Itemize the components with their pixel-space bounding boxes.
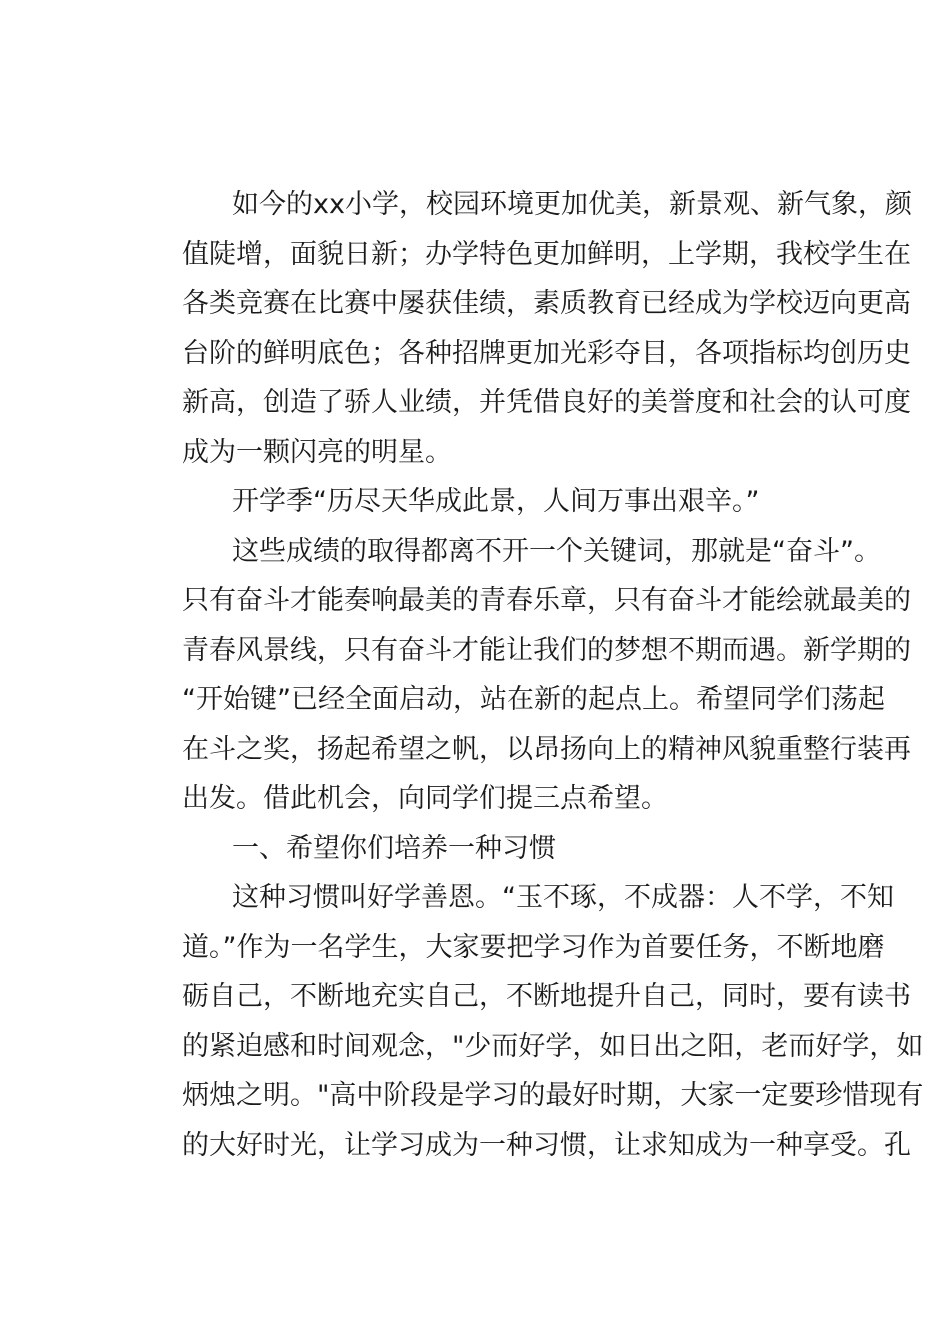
- section-heading-1-text: 一、希望你们培养一种习惯: [232, 832, 556, 864]
- paragraph-2: [128, 477, 832, 527]
- section-heading-1: [128, 824, 832, 874]
- paragraph-5-line-2: 道。”作为一名学生，大家要把学习作为首要任务，不断地磨: [182, 931, 885, 963]
- paragraph-5-line-3: 砺自己，不断地充实自己，不断地提升自己，同时，要有读书: [182, 981, 911, 1012]
- paragraph-5-line-6: 的大好时光，让学习成为一种习惯，让求知成为一种享受。孔: [182, 1129, 911, 1161]
- document-body: [128, 180, 924, 1170]
- paragraph-2-line-1: 开学季“历尽天华成此景，人间万事出艰辛。”: [232, 486, 760, 517]
- paragraph-5-line-5: 炳烛之明。"高中阶段是学习的最好时期，大家一定要珍惜现有: [182, 1080, 924, 1111]
- paragraph-3-line-6: 出发。借此机会，向同学们提三点希望。: [182, 783, 668, 814]
- paragraph-3-line-2: 只有奋斗才能奏响最美的青春乐章，只有奋斗才能绘就最美的: [182, 585, 911, 616]
- paragraph-3-line-4: “开始键”已经全面启动，站在新的起点上。希望同学们荡起: [182, 684, 885, 715]
- paragraph-5-line-1: 这种习惯叫好学善恩。“玉不琢，不成器：人不学，不知: [232, 882, 894, 913]
- paragraph-1-line-2: 值陡增，面貌日新；办学特色更加鲜明，上学期，我校学生在: [182, 238, 911, 270]
- paragraph-1-line-3: 各类竞赛在比赛中屡获佳绩，素质教育已经成为学校迈向更高: [182, 288, 911, 319]
- paragraph-1: [128, 180, 912, 477]
- paragraph-1-line-5: 新高，创造了骄人业绩，并凭借良好的美誉度和社会的认可度: [182, 387, 911, 418]
- paragraph-1-line-1: 如今的xx小学，校园环境更加优美，新景观、新气象，颜: [232, 189, 912, 220]
- paragraph-5: [128, 873, 924, 1170]
- paragraph-5-line-4: 的紧迫感和时间观念，"少而好学，如日出之阳，老而好学，如: [182, 1030, 924, 1062]
- paragraph-3: [128, 527, 911, 824]
- paragraph-1-line-4: 台阶的鲜明底色；各种招牌更加光彩夺目，各项指标均创历史: [182, 337, 911, 369]
- paragraph-3-line-1: 这些成绩的取得都离不开一个关键词，那就是“奋斗”。: [232, 535, 881, 567]
- paragraph-1-line-6: 成为一颗闪亮的明星。: [182, 436, 452, 468]
- paragraph-3-line-3: 青春风景线，只有奋斗才能让我们的梦想不期而遇。新学期的: [182, 634, 911, 666]
- paragraph-3-line-5: 在斗之奖，扬起希望之帆，以昂扬向上的精神风貌重整行装再: [182, 733, 911, 765]
